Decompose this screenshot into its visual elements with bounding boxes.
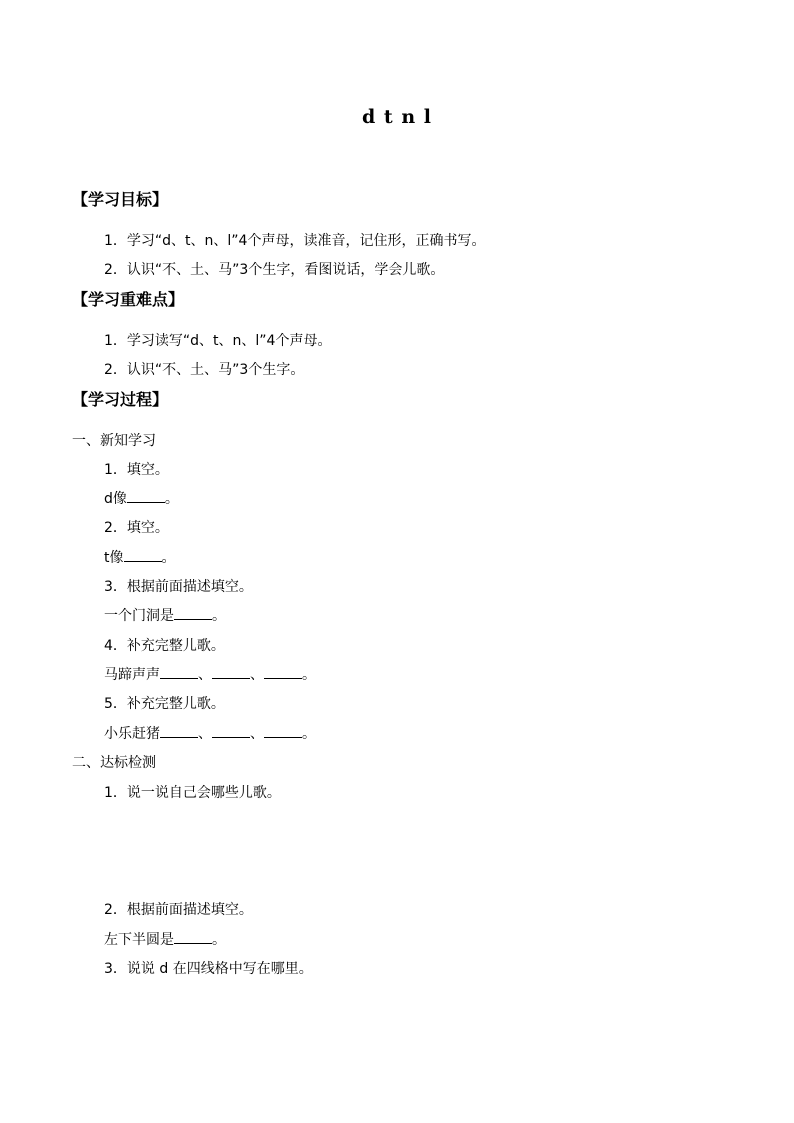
period: 。	[302, 667, 316, 683]
part2-question-2: 2．根据前面描述填空。	[104, 902, 253, 918]
comma: 、	[198, 726, 212, 742]
page-title: d t n l	[362, 106, 432, 128]
part2-label: 二、达标检测	[72, 755, 156, 771]
part1-question-4: 4．补充完整儿歌。	[104, 638, 225, 654]
fill-blank[interactable]	[212, 725, 250, 738]
period: 。	[161, 550, 176, 566]
comma: 、	[250, 726, 264, 742]
part2-question-1: 1．说一说自己会哪些儿歌。	[104, 785, 281, 801]
period: 。	[212, 932, 226, 948]
key-points-heading: 【学习重难点】	[72, 290, 185, 309]
part1-question-3: 3．根据前面描述填空。	[104, 579, 253, 595]
comma: 、	[198, 667, 212, 683]
period: 。	[302, 726, 316, 742]
period: 。	[212, 608, 226, 624]
part1-answer-2	[104, 548, 176, 568]
goal-item-2: 2．认识“不、土、马”3个生字，看图说话，学会儿歌。	[104, 262, 445, 278]
process-heading: 【学习过程】	[72, 390, 169, 409]
answer-4-text: 马蹄声声	[104, 667, 160, 683]
part1-question-2: 2．填空。	[104, 520, 169, 536]
part1-answer-1	[104, 489, 179, 509]
part1-question-5: 5．补充完整儿歌。	[104, 696, 225, 712]
fill-blank[interactable]	[127, 490, 165, 503]
fill-blank[interactable]	[212, 666, 250, 679]
fill-blank[interactable]	[160, 666, 198, 679]
answer-2-text: t像	[104, 550, 124, 566]
fill-blank[interactable]	[124, 549, 162, 562]
fill-blank[interactable]	[160, 725, 198, 738]
key-point-item-2: 2．认识“不、土、马”3个生字。	[104, 362, 305, 378]
answer-5-text: 小乐赶猪	[104, 726, 160, 742]
part1-question-1: 1．填空。	[104, 462, 169, 478]
fill-blank[interactable]	[174, 931, 212, 944]
fill-blank[interactable]	[174, 607, 212, 620]
part2-answer-2	[104, 930, 226, 950]
answer-text: 左下半圆是	[104, 932, 174, 948]
part1-answer-4	[104, 665, 316, 685]
part1-answer-3	[104, 606, 226, 626]
period: 。	[164, 491, 179, 507]
answer-3-text: 一个门洞是	[104, 608, 174, 624]
answer-1-text: d像	[104, 491, 127, 507]
goal-item-1: 1．学习“d、t、n、l”4个声母，读准音，记住形，正确书写。	[104, 233, 486, 249]
comma: 、	[250, 667, 264, 683]
key-point-item-1: 1．学习读写“d、t、n、l”4个声母。	[104, 333, 332, 349]
fill-blank[interactable]	[264, 725, 302, 738]
part2-question-3: 3．说说 d 在四线格中写在哪里。	[104, 961, 313, 977]
fill-blank[interactable]	[264, 666, 302, 679]
goals-heading: 【学习目标】	[72, 190, 169, 209]
part1-label: 一、新知学习	[72, 433, 156, 449]
part1-answer-5	[104, 724, 316, 744]
